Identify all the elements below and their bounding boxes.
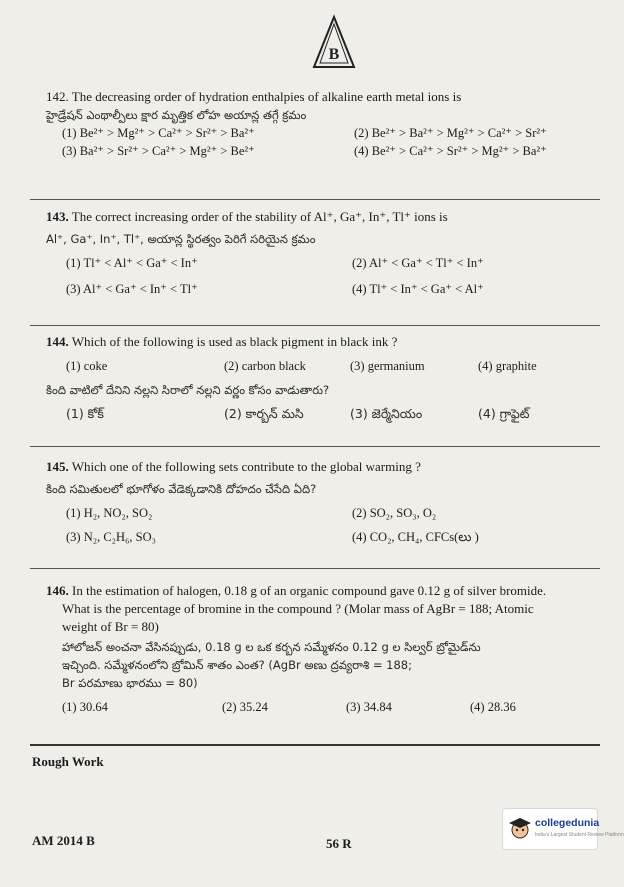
options-row bbox=[46, 698, 600, 716]
question-text-te: కింది సమితులలో భూగోళం వేడెక్కడానికి దోహదం చేసేది ఏది? bbox=[46, 482, 317, 496]
divider bbox=[30, 199, 600, 200]
question-text-te: Al⁺, Ga⁺, In⁺, Tl⁺, అయాన్ల స్థిరత్వం పెరిగే సరియైన క్రమం bbox=[46, 232, 316, 246]
question-text-en: The decreasing order of hydration enthalpies of alkaline earth metal ions is bbox=[71, 89, 462, 104]
option-3-te[interactable]: (3) జెర్మేనియం bbox=[350, 406, 423, 421]
option-1[interactable]: (1) H₂, NO₂, SO₂ bbox=[66, 506, 153, 520]
option-1[interactable]: (1) Tl⁺ < Al⁺ < Ga⁺ < In⁺ bbox=[66, 256, 198, 270]
option-4[interactable]: (4) 28.36 bbox=[470, 700, 516, 714]
rough-work-label: Rough Work bbox=[32, 754, 104, 769]
option-3[interactable]: (3) N₂, C₂H₆, SO₃ bbox=[66, 530, 157, 544]
option-2[interactable]: (2) 35.24 bbox=[222, 700, 268, 714]
question-text-te-line-2: ఇచ్చింది. సమ్మేళనంలోని బ్రోమిన్ శాతం ఎంత? (AgBr అణు ద్రవ్యరాశి = 188; bbox=[62, 658, 412, 672]
option-4[interactable]: (4) CO₂, CH₄, CFCs(లు ) bbox=[352, 530, 479, 544]
question-text-en-line-1: In the estimation of halogen, 0.18 g of an organic compound gave 0.12 g of silver bromide. bbox=[72, 583, 547, 598]
option-2[interactable]: (2) SO₂, SO₃, O₂ bbox=[352, 506, 437, 520]
question-text-te-line-3: Br పరమాణు భారము = 80) bbox=[62, 676, 198, 690]
option-1[interactable]: (1) Be²⁺ > Mg²⁺ > Ca²⁺ > Sr²⁺ > Ba²⁺ bbox=[62, 126, 255, 140]
option-1[interactable]: (1) 30.64 bbox=[62, 700, 108, 714]
question-142 bbox=[46, 88, 596, 160]
question-number: 145. bbox=[46, 459, 69, 474]
option-4[interactable]: (4) Be²⁺ > Ca²⁺ > Sr²⁺ > Mg²⁺ > Ba²⁺ bbox=[354, 144, 547, 158]
option-2-te[interactable]: (2) కార్బన్ మసి bbox=[224, 406, 304, 421]
options-row bbox=[46, 124, 596, 142]
question-text-en-line-2: What is the percentage of bromine in the compound ? (Molar mass of AgBr = 188; Atomic bbox=[62, 601, 534, 616]
booklet-code-badge bbox=[311, 14, 357, 70]
question-number: 144. bbox=[46, 334, 69, 349]
divider bbox=[30, 568, 600, 569]
option-3[interactable]: (3) Al⁺ < Ga⁺ < In⁺ < Tl⁺ bbox=[66, 282, 198, 296]
question-number: 142. bbox=[46, 89, 69, 104]
question-text-en: The correct increasing order of the stability of Al⁺, Ga⁺, In⁺, Tl⁺ ions is bbox=[71, 209, 448, 224]
option-4[interactable]: (4) graphite bbox=[478, 359, 537, 373]
option-1-te[interactable]: (1) కోక్ bbox=[66, 406, 104, 421]
options-row-en bbox=[46, 357, 596, 375]
graduate-cap-icon bbox=[507, 815, 533, 841]
options-row-te bbox=[46, 405, 596, 423]
triangle-icon bbox=[311, 14, 357, 70]
question-number: 146. bbox=[46, 583, 69, 598]
option-4-te[interactable]: (4) గ్రాఫైట్ bbox=[478, 406, 530, 421]
question-text-en: Which one of the following sets contribute to the global warming ? bbox=[71, 459, 421, 474]
option-2[interactable]: (2) Al⁺ < Ga⁺ < Tl⁺ < In⁺ bbox=[352, 256, 484, 270]
question-144 bbox=[46, 333, 596, 423]
question-145 bbox=[46, 458, 596, 546]
option-3[interactable]: (3) Ba²⁺ > Sr²⁺ > Ca²⁺ > Mg²⁺ > Be²⁺ bbox=[62, 144, 255, 158]
collegedunia-watermark bbox=[502, 808, 624, 850]
badge-letter: B bbox=[328, 46, 340, 63]
options-row bbox=[46, 504, 596, 522]
question-143 bbox=[46, 208, 596, 298]
question-number: 143. bbox=[46, 209, 69, 224]
option-1[interactable]: (1) coke bbox=[66, 359, 108, 373]
option-3[interactable]: (3) germanium bbox=[350, 359, 425, 373]
option-4[interactable]: (4) Tl⁺ < In⁺ < Ga⁺ < Al⁺ bbox=[352, 282, 484, 296]
divider bbox=[30, 446, 600, 447]
options-row bbox=[46, 142, 596, 160]
question-text-te-line-1: హాలోజన్ అంచనా వేసినప్పుడు, 0.18 g ల ఒక కర్బన సమ్మేళనం 0.12 g ల సిల్వర్ బ్రోమైడ్‌ను bbox=[62, 640, 481, 654]
divider bbox=[30, 325, 600, 326]
footer-code: AM 2014 B bbox=[32, 833, 95, 848]
option-2[interactable]: (2) Be²⁺ > Ba²⁺ > Mg²⁺ > Ca²⁺ > Sr²⁺ bbox=[354, 126, 547, 140]
footer-page-number: 56 R bbox=[326, 836, 352, 851]
option-2[interactable]: (2) carbon black bbox=[224, 359, 306, 373]
watermark-brand: collegedunia bbox=[535, 817, 600, 829]
question-text-en-line-3: weight of Br = 80) bbox=[62, 619, 159, 634]
watermark-tagline: India's Largest Student Review Platform bbox=[535, 832, 624, 838]
question-text-te: హైడ్రేషన్ ఎంథాల్పీలు క్షార మృత్తిక లోహ అయాన్ల తగ్గే క్రమం bbox=[46, 108, 307, 122]
question-146 bbox=[46, 582, 600, 716]
options-row bbox=[46, 280, 596, 298]
question-text-te: కింది వాటిలో దేనిని నల్లని సిరాలో నల్లని వర్ణం కోసం వాడుతారు? bbox=[46, 383, 330, 397]
option-3[interactable]: (3) 34.84 bbox=[346, 700, 392, 714]
question-text-en: Which of the following is used as black pigment in black ink ? bbox=[71, 334, 398, 349]
options-row bbox=[46, 528, 596, 546]
options-row bbox=[46, 254, 596, 272]
divider bbox=[30, 744, 600, 746]
